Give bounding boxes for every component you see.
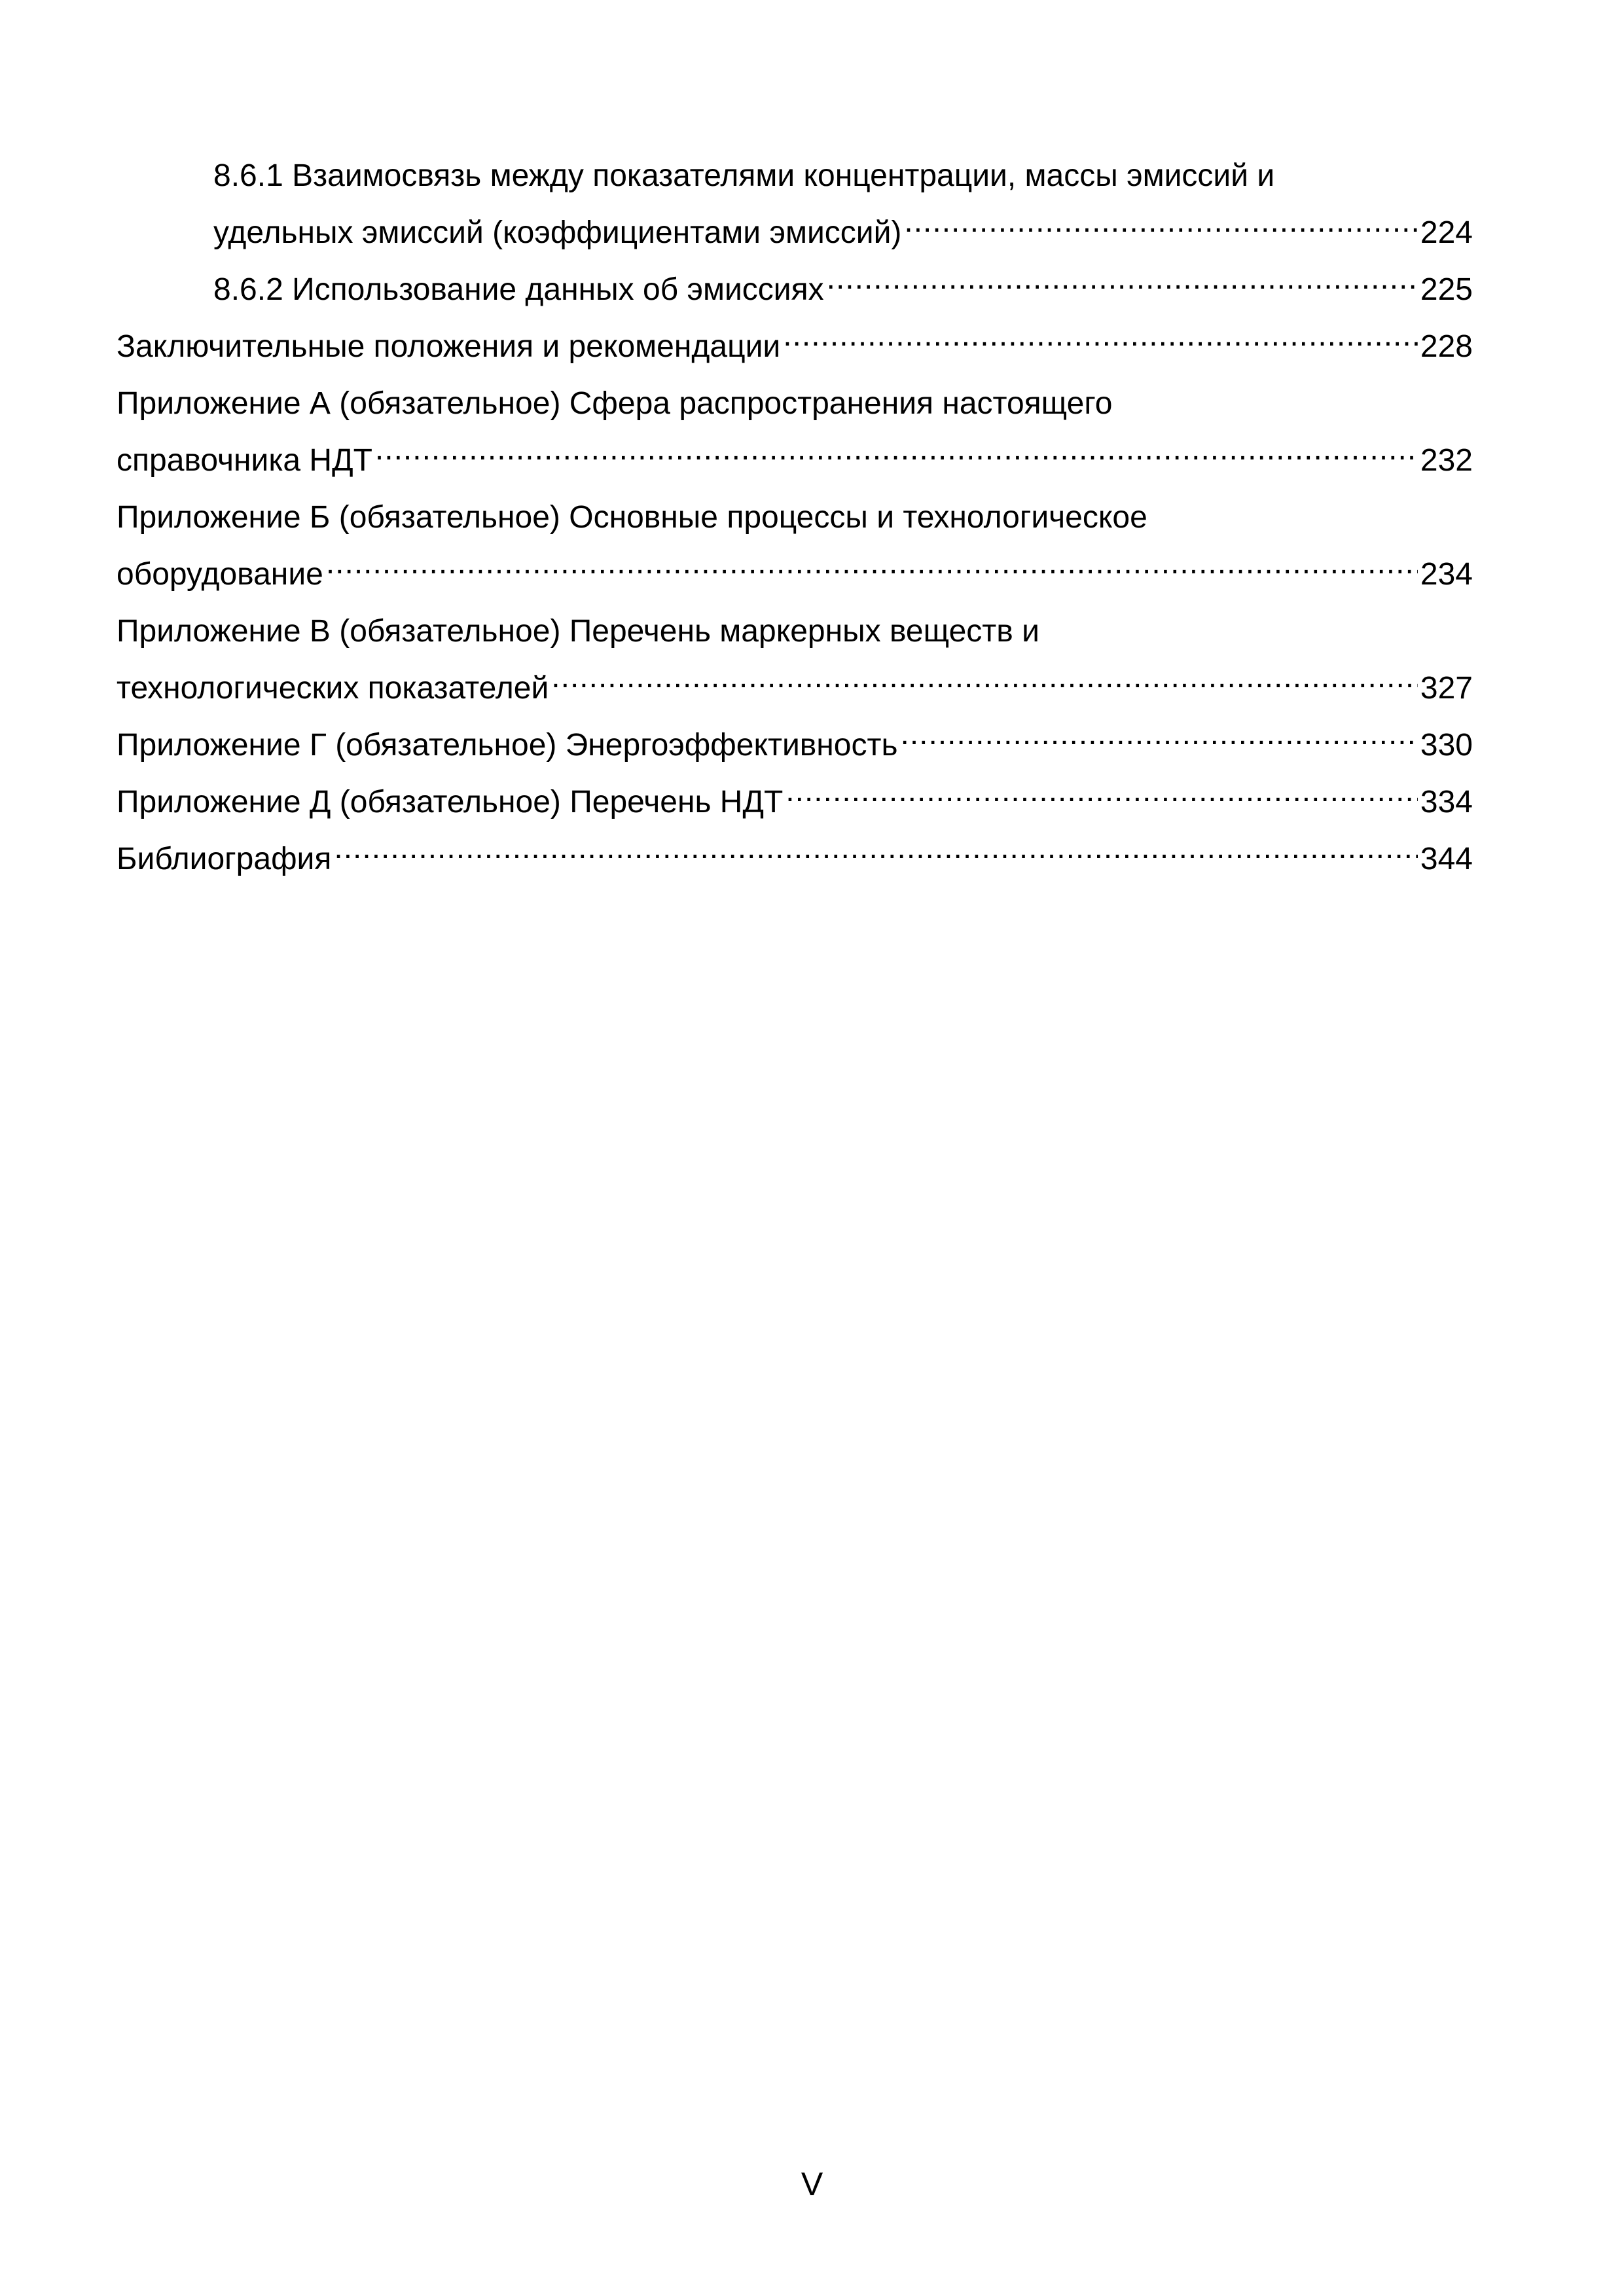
toc-entry-last-line [117,774,1473,831]
toc-entry-last-line [117,717,1473,774]
toc-entry-last-line [117,660,1473,717]
toc-entry-last-line [117,546,1473,603]
toc-page-number: 224 [1420,215,1473,250]
toc-entry-title: Приложение Д (обязательное) Перечень НДТ [117,785,784,819]
toc-entry-title: Приложение Г (обязательное) Энергоэффективность [117,728,898,762]
dot-leader [900,724,1417,755]
toc-entry-title-line-1: Приложение Б (обязательное) Основные процессы и технологическое [117,500,1147,535]
toc-entry-title-line-2: оборудование [117,557,323,592]
toc-entry-last-line [213,204,1473,261]
toc-entry-last-line [117,831,1473,888]
toc-entry-appendix-b[interactable] [117,489,1473,603]
toc-entry-last-line [117,432,1473,489]
toc-entry-title-line-1: 8.6.1 Взаимосвязь между показателями концентрации, массы эмиссий и [213,158,1275,193]
toc-entry-title-line-1: Приложение А (обязательное) Сфера распространения настоящего [117,386,1113,421]
dot-leader [375,439,1418,471]
toc-page-number: 234 [1420,557,1473,592]
toc-entry-appendix-d[interactable] [117,774,1473,831]
toc-entry-appendix-a[interactable] [117,375,1473,489]
dot-leader [551,667,1418,698]
toc-entry-conclusions[interactable] [117,318,1473,375]
toc-page-number: 228 [1420,329,1473,364]
dot-leader [785,781,1418,812]
dot-leader [334,838,1418,869]
toc-entry-8-6-1[interactable] [117,147,1473,261]
toc-page-number: 334 [1420,785,1473,819]
toc-entry-last-line [117,318,1473,375]
dot-leader [904,211,1418,243]
toc-page-number: 327 [1420,671,1473,706]
toc-entry-title: Заключительные положения и рекомендации [117,329,781,364]
toc-entry-8-6-2[interactable] [117,261,1473,318]
toc-entry-title-line-2: справочника НДТ [117,443,372,478]
toc-entry-appendix-v[interactable] [117,603,1473,717]
toc-page-number: 330 [1420,728,1473,762]
toc-entry-last-line [213,261,1473,318]
toc-page-number: 232 [1420,443,1473,478]
page-number: V [801,2166,823,2202]
toc-page-number: 225 [1420,272,1473,307]
toc-entry-title: 8.6.2 Использование данных об эмиссиях [213,272,824,307]
dot-leader [326,553,1418,584]
toc-entry-title-line-1: Приложение В (обязательное) Перечень маркерных веществ и [117,614,1039,649]
toc-page-number: 344 [1420,842,1473,876]
toc-entry-title-line-2: удельных эмиссий (коэффициентами эмиссий) [213,215,902,250]
table-of-contents [117,147,1473,888]
toc-entry-appendix-g[interactable] [117,717,1473,774]
toc-entry-title: Библиография [117,842,332,876]
toc-entry-bibliography[interactable] [117,831,1473,888]
dot-leader [827,268,1418,300]
dot-leader [783,325,1418,357]
toc-entry-title-line-2: технологических показателей [117,671,549,706]
